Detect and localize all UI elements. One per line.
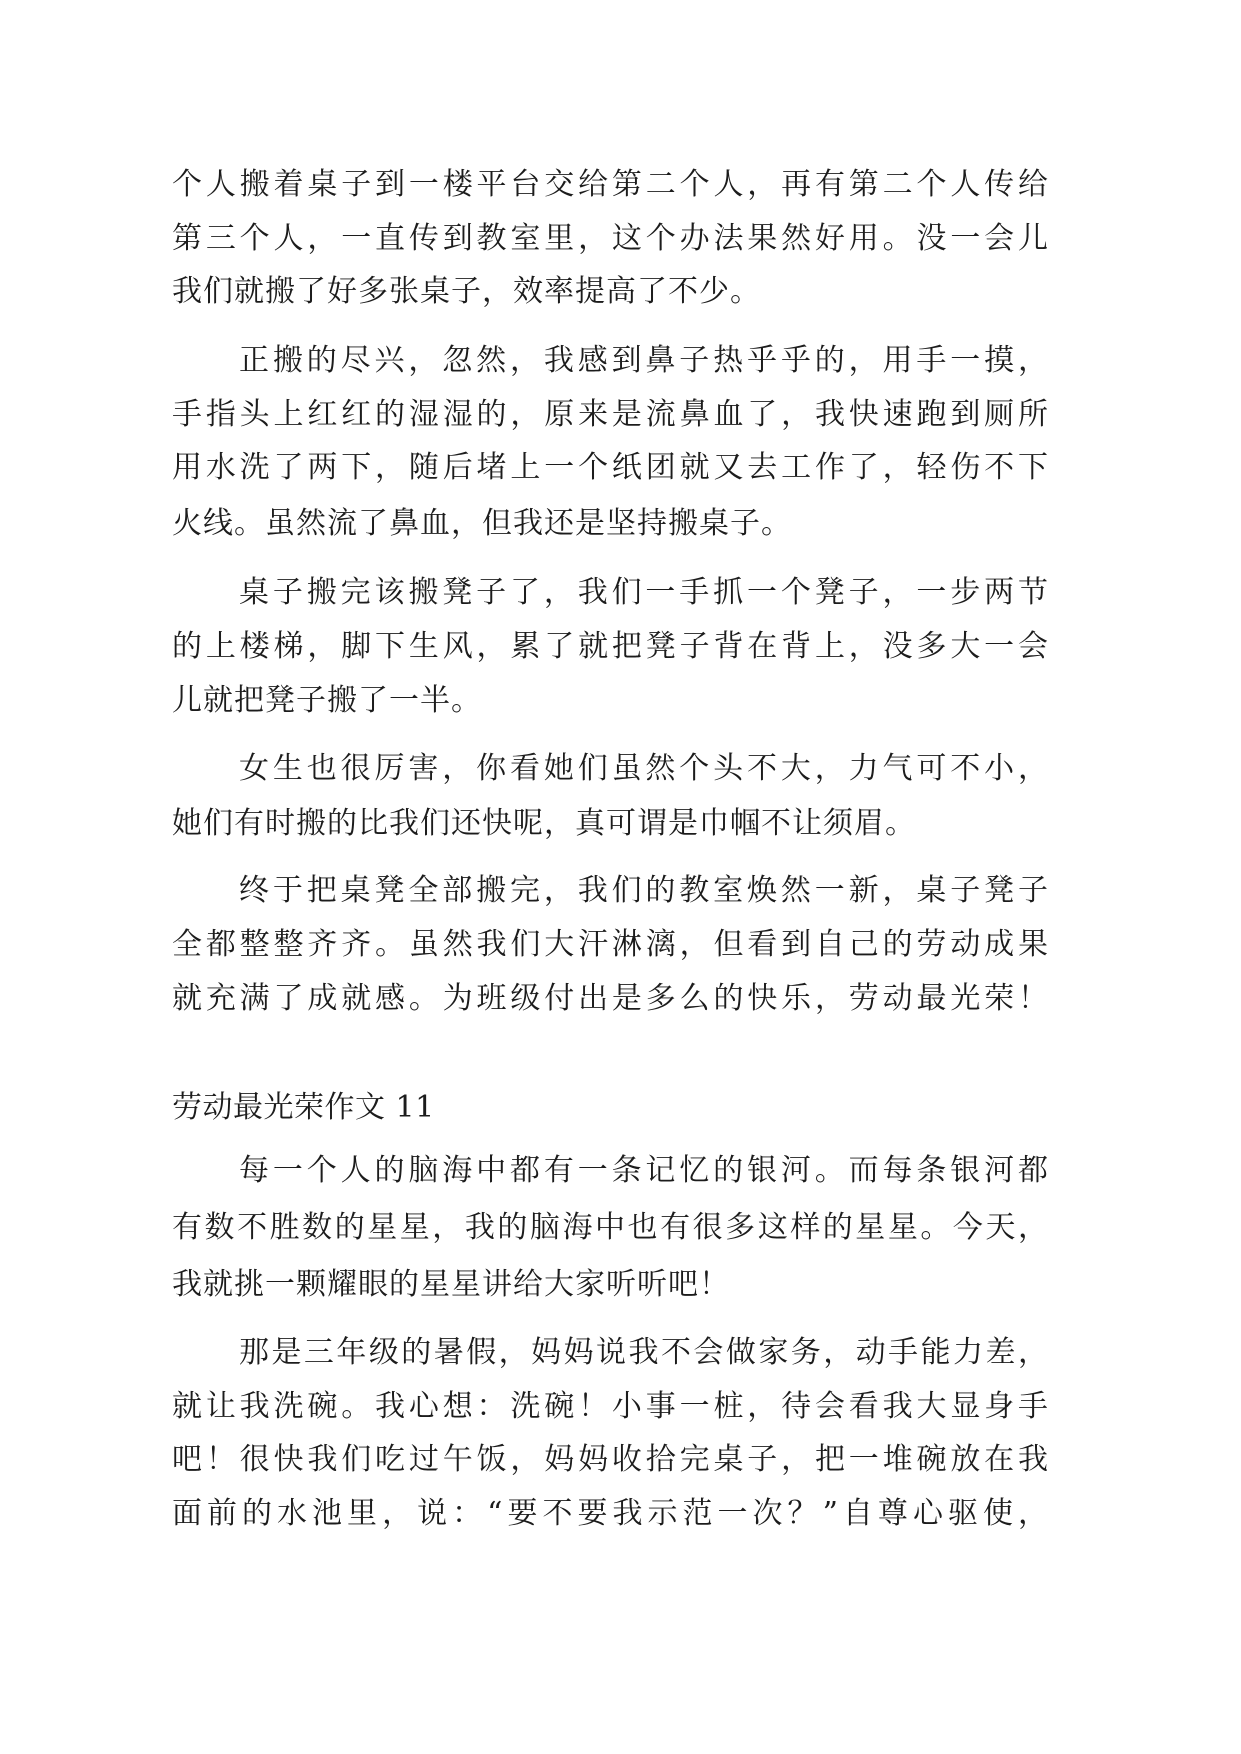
text-line: 有数不胜数的星星，我的脑海中也有很多这样的星星。今天， <box>172 1210 1048 1245</box>
text-line: 那是三年级的暑假，妈妈说我不会做家务，动手能力差， <box>239 1335 1048 1370</box>
text-line: 手指头上红红的湿湿的，原来是流鼻血了，我快速跑到厕所 <box>172 397 1048 432</box>
text-line: 就让我洗碗。我心想：洗碗！小事一桩，待会看我大显身手 <box>172 1389 1048 1424</box>
text-line: 正搬的尽兴，忽然，我感到鼻子热乎乎的，用手一摸， <box>239 343 1048 378</box>
text-line: 个人搬着桌子到一楼平台交给第二个人，再有第二个人传给 <box>172 167 1048 202</box>
text-line: 就充满了成就感。为班级付出是多么的快乐，劳动最光荣！ <box>172 981 1048 1016</box>
text-line: 吧！很快我们吃过午饭，妈妈收拾完桌子，把一堆碗放在我 <box>172 1442 1048 1477</box>
text-line: 她们有时搬的比我们还快呢，真可谓是巾帼不让须眉。 <box>172 806 916 841</box>
text-line: 火线。虽然流了鼻血，但我还是坚持搬桌子。 <box>172 506 792 541</box>
text-line: 桌子搬完该搬凳子了，我们一手抓一个凳子，一步两节 <box>239 575 1048 610</box>
text-line: 我就挑一颗耀眼的星星讲给大家听听吧！ <box>172 1267 730 1302</box>
text-line: 儿就把凳子搬了一半。 <box>172 683 482 718</box>
text-line: 终于把桌凳全部搬完，我们的教室焕然一新，桌子凳子 <box>239 873 1048 908</box>
text-line: 的上楼梯，脚下生风，累了就把凳子背在背上，没多大一会 <box>172 629 1048 664</box>
text-line: 每一个人的脑海中都有一条记忆的银河。而每条银河都 <box>239 1153 1048 1188</box>
text-line: 面前的水池里，说：“要不要我示范一次？”自尊心驱使， <box>172 1496 1048 1531</box>
text-line: 我们就搬了好多张桌子，效率提高了不少。 <box>172 274 761 309</box>
essay-title: 劳动最光荣作文 11 <box>172 1090 435 1125</box>
text-line: 女生也很厉害，你看她们虽然个头不大，力气可不小， <box>239 751 1048 786</box>
text-line: 全都整整齐齐。虽然我们大汗淋漓，但看到自己的劳动成果 <box>172 927 1048 962</box>
text-line: 第三个人，一直传到教室里，这个办法果然好用。没一会儿 <box>172 221 1048 256</box>
text-line: 用水洗了两下，随后堵上一个纸团就又去工作了，轻伤不下 <box>172 450 1048 485</box>
